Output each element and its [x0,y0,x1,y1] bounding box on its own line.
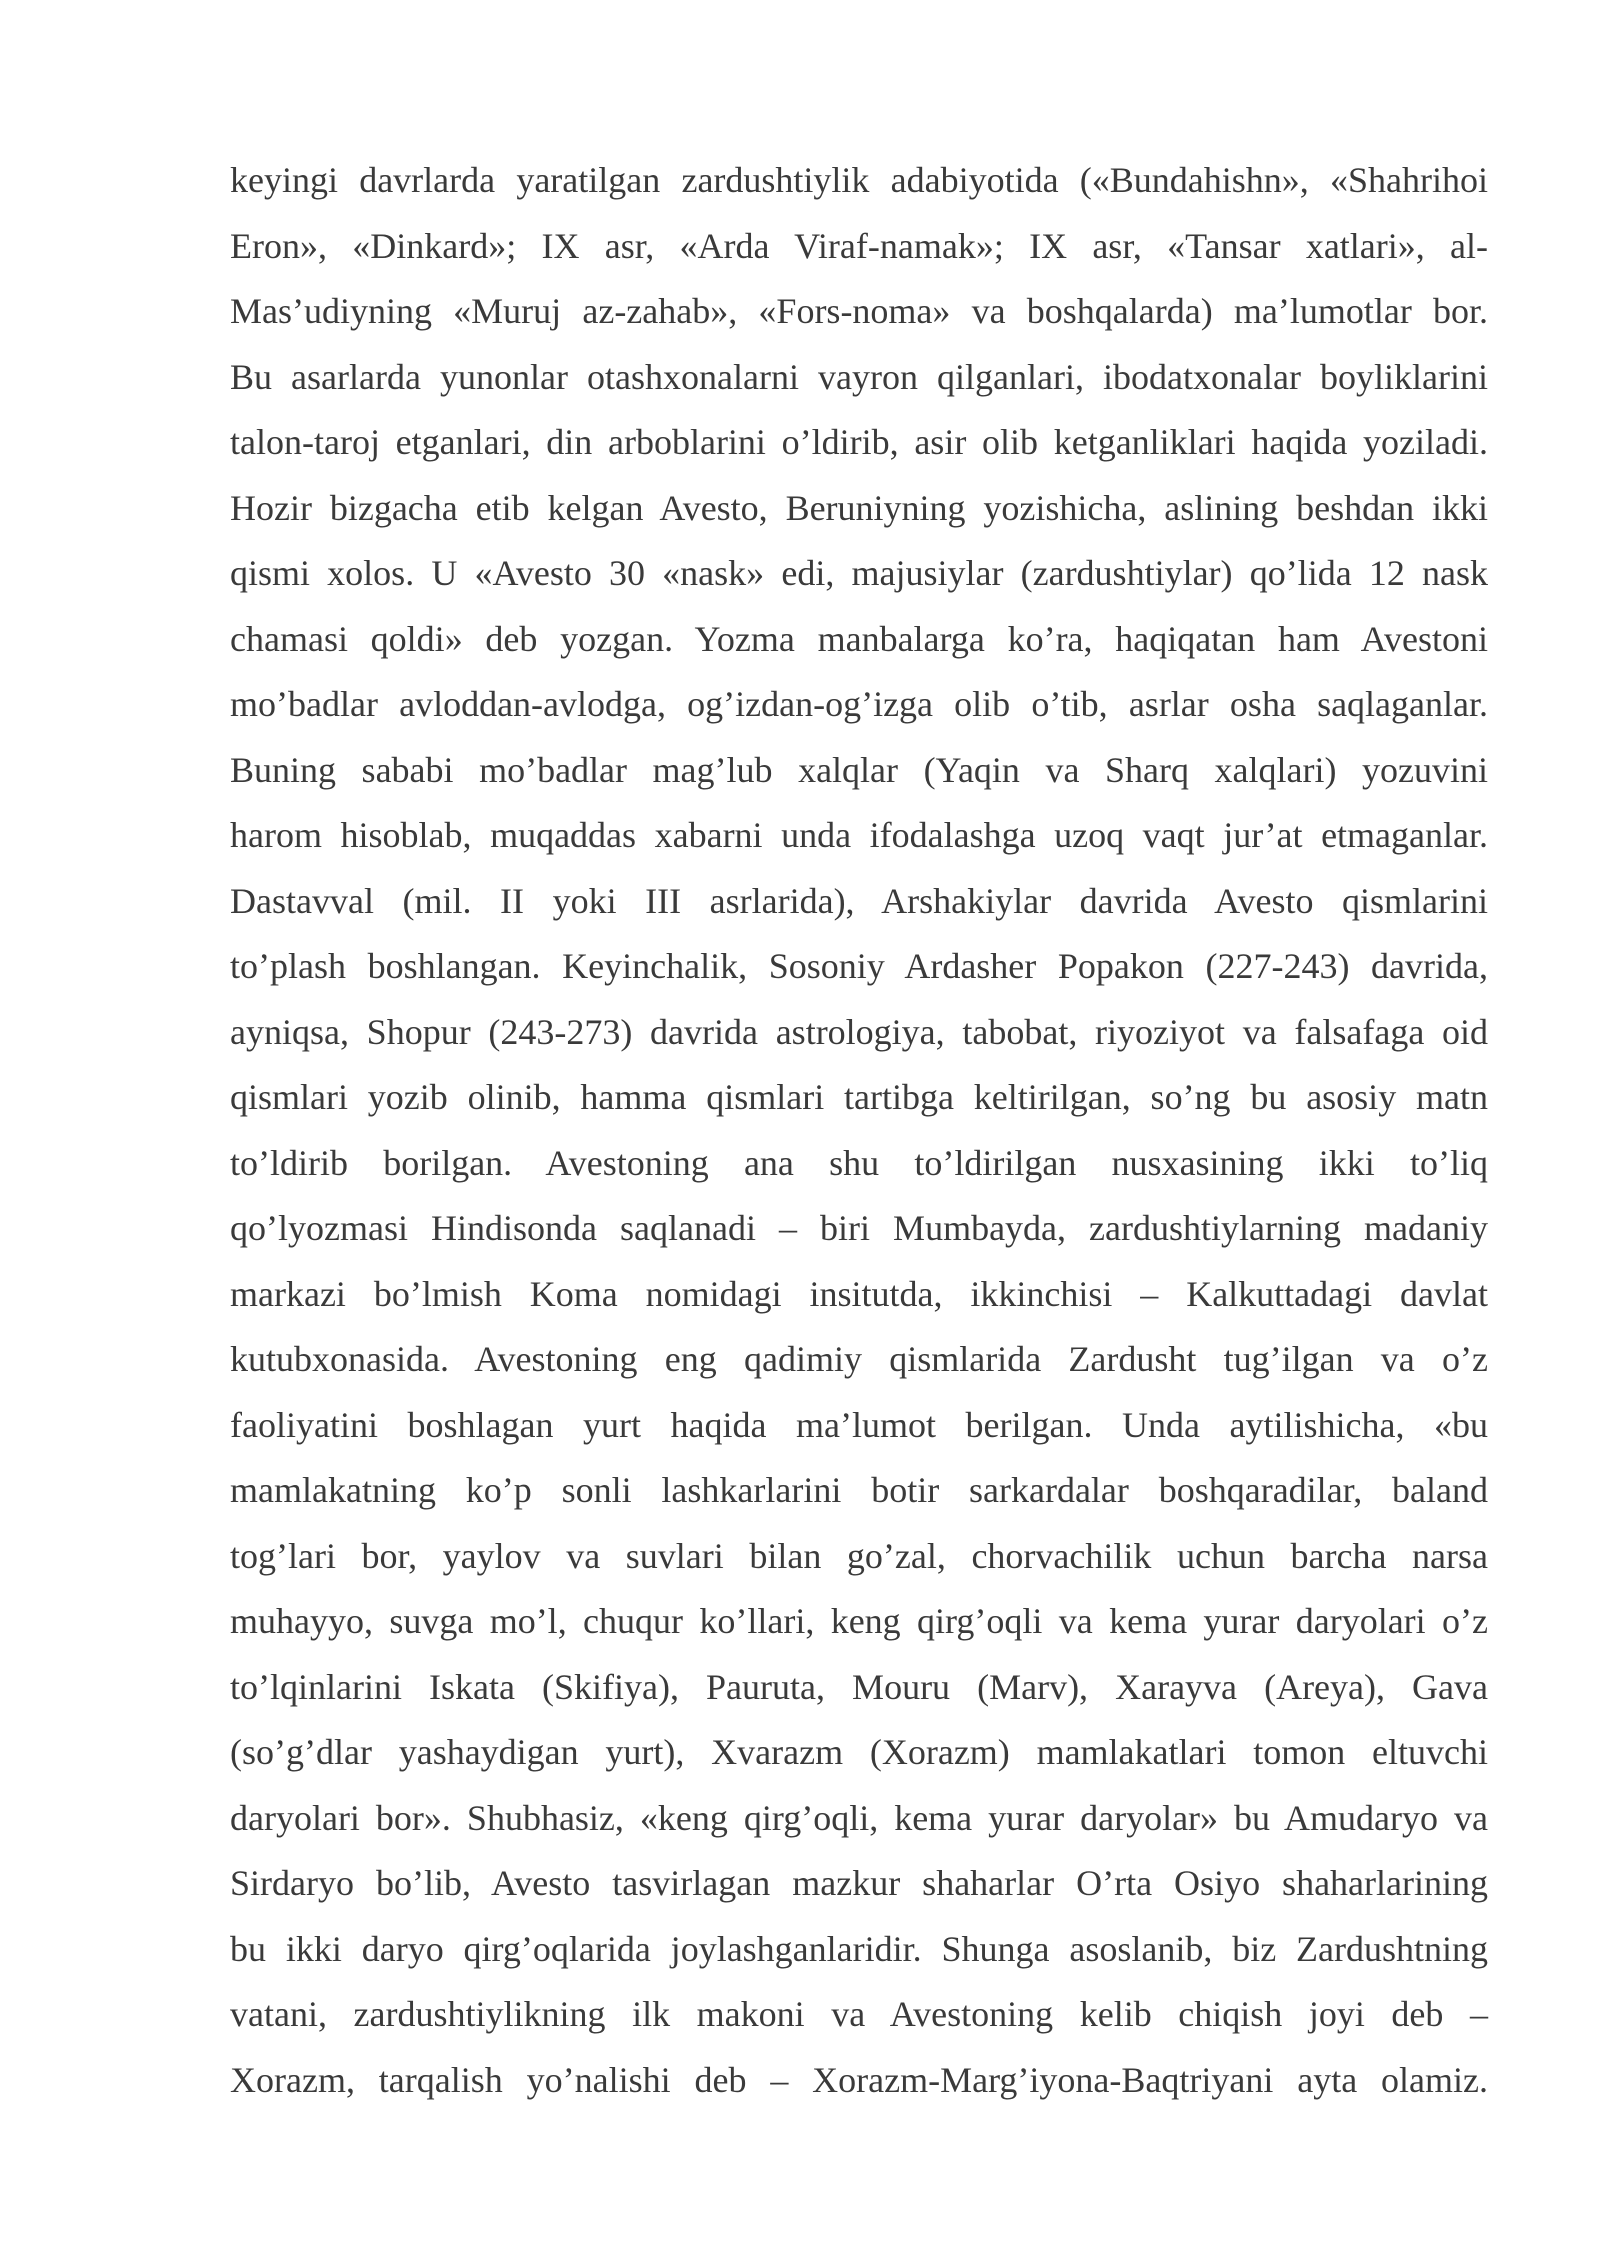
text-line: harom hisoblab, muqaddas xabarni unda ifodalashga uzoq vaqt jur’at etmaganlar. [230,815,1488,855]
text-line: to’ldirib borilgan. Avestoning ana shu to’ldirilgan nusxasining ikki to’liq [230,1142,1488,1183]
text-line: ayniqsa, Shopur (243-273) davrida astrologiya, tabobat, riyoziyot va falsafaga oid [230,1011,1488,1052]
text-line: kutubxonasida. Avestoning eng qadimiy qismlarida Zardusht tug’ilgan va o’z [230,1339,1488,1379]
text-line: Mas’udiyning «Muruj az-zahab», «Fors-noma» va boshqalarda) ma’lumotlar bor. [230,291,1488,331]
text-line: mo’badlar avloddan-avlodga, og’izdan-og’izga olib o’tib, asrlar osha saqlaganlar. [230,684,1488,724]
text-line: Bu asarlarda yunonlar otashxonalarni vayron qilganlari, ibodatxonalar boyliklarini [230,356,1488,397]
text-line: Buning sababi mo’badlar mag’lub xalqlar (Yaqin va Sharq xalqlari) yozuvini [230,749,1488,790]
text-line: to’plash boshlangan. Keyinchalik, Sosoniy Ardasher Popakon (227-243) davrida, [230,946,1488,986]
text-line: Xorazm, tarqalish yo’nalishi deb – Xorazm-Marg’iyona-Baqtriyani ayta olamiz. [230,2059,1488,2100]
text-line: Eron», «Dinkard»; IX asr, «Arda Viraf-namak»; IX asr, «Tansar xatlari», al- [230,225,1488,266]
text-line: qismi xolos. U «Avesto 30 «nask» edi, majusiylar (zardushtiylar) qo’lida 12 nask [230,553,1488,593]
text-line: talon-taroj etganlari, din arboblarini o’ldirib, asir olib ketganliklari haqida yoziladi. [230,422,1488,462]
body-paragraph [230,148,1488,2113]
text-line: Sirdaryo bo’lib, Avesto tasvirlagan mazkur shaharlar O’rta Osiyo shaharlarining [230,1863,1488,1903]
text-line: qo’lyozmasi Hindisonda saqlanadi – biri Mumbayda, zardushtiylarning madaniy [230,1208,1488,1248]
text-line: faoliyatini boshlagan yurt haqida ma’lumot berilgan. Unda aytilishicha, «bu [230,1404,1488,1445]
text-line: to’lqinlarini Iskata (Skifiya), Pauruta, Mouru (Marv), Xarayva (Areya), Gava [230,1666,1488,1707]
text-line: muhayyo, suvga mo’l, chuqur ko’llari, keng qirg’oqli va kema yurar daryolari o’z [230,1601,1488,1641]
text-line: mamlakatning ko’p sonli lashkarlarini botir sarkardalar boshqaradilar, baland [230,1470,1488,1510]
text-line: daryolari bor». Shubhasiz, «keng qirg’oqli, kema yurar daryolar» bu Amudaryo va [230,1797,1488,1838]
text-line: chamasi qoldi» deb yozgan. Yozma manbalarga ko’ra, haqiqatan ham Avestoni [230,618,1488,659]
text-line: Hozir bizgacha etib kelgan Avesto, Beruniyning yozishicha, aslining beshdan ikki [230,487,1488,528]
text-line: markazi bo’lmish Koma nomidagi insitutda, ikkinchisi – Kalkuttadagi davlat [230,1273,1488,1314]
text-line: qismlari yozib olinib, hamma qismlari tartibga keltirilgan, so’ng bu asosiy matn [230,1077,1488,1117]
text-line: Dastavval (mil. II yoki III asrlarida), Arshakiylar davrida Avesto qismlarini [230,880,1488,921]
text-line: tog’lari bor, yaylov va suvlari bilan go’zal, chorvachilik uchun barcha narsa [230,1535,1488,1576]
text-line: bu ikki daryo qirg’oqlarida joylashganlaridir. Shunga asoslanib, biz Zardushtning [230,1928,1488,1969]
text-line: vatani, zardushtiylikning ilk makoni va Avestoning kelib chiqish joyi deb – [230,1994,1488,2034]
text-line: (so’g’dlar yashaydigan yurt), Xvarazm (Xorazm) mamlakatlari tomon eltuvchi [230,1732,1488,1772]
text-line: keyingi davrlarda yaratilgan zardushtiylik adabiyotida («Bundahishn», «Shahrihoi [230,160,1488,200]
